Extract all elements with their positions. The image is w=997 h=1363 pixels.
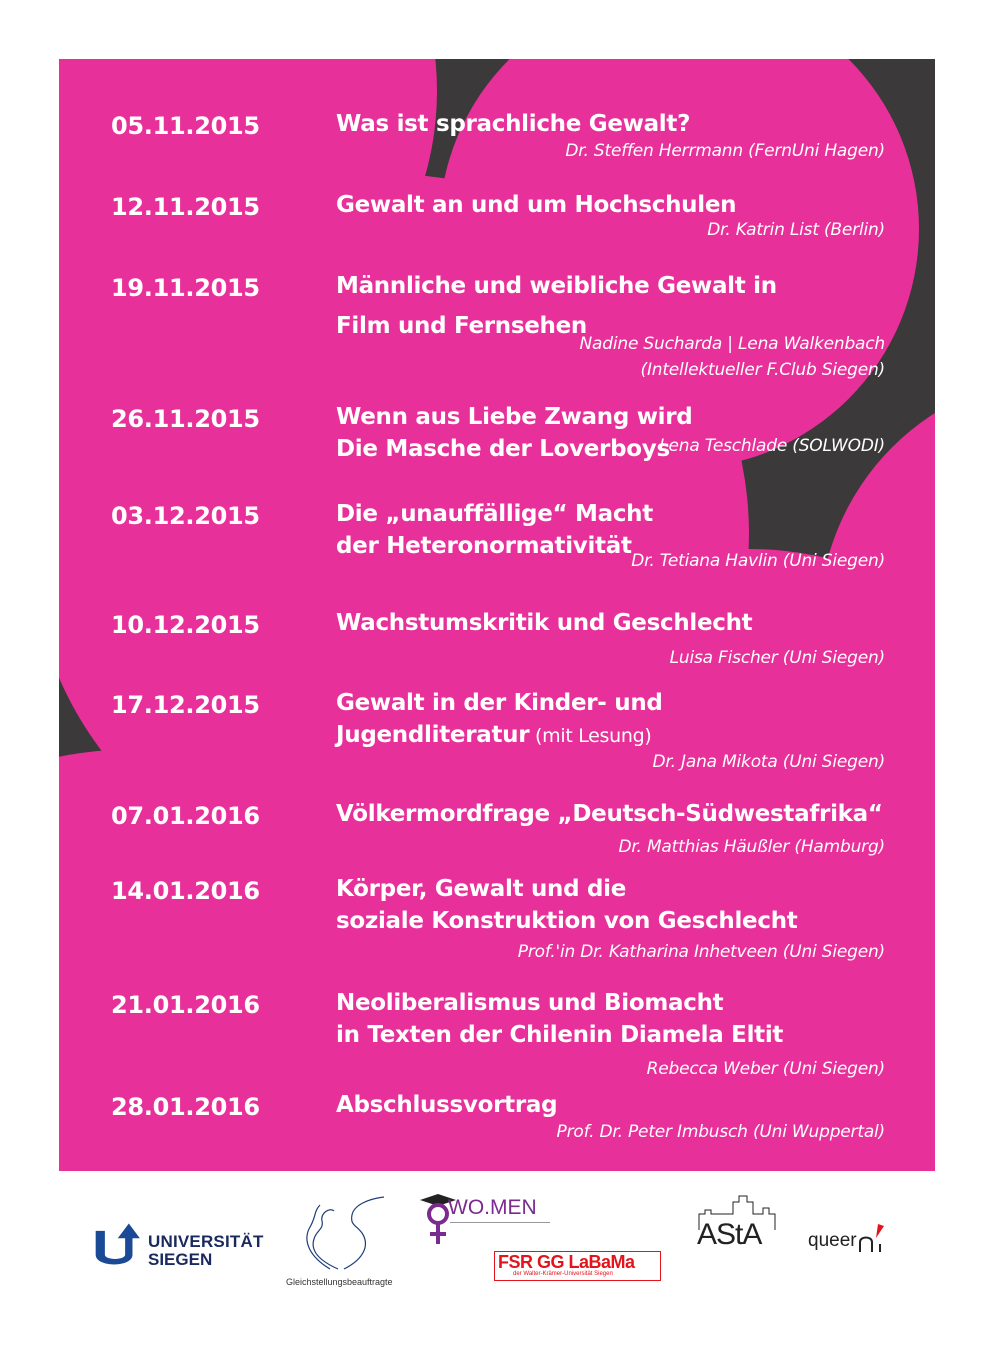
event-date: 19.11.2015 bbox=[111, 274, 260, 302]
event-title-line: Neoliberalismus und Biomacht bbox=[336, 990, 724, 1016]
event-speaker: Dr. Katrin List (Berlin) bbox=[707, 220, 885, 240]
queer-logo bbox=[808, 1222, 898, 1262]
event-speaker: Lena Teschlade (SOLWODI) bbox=[659, 436, 885, 456]
asta-label: AStA bbox=[697, 1218, 762, 1251]
poster bbox=[59, 59, 935, 1171]
event-speaker: Dr. Tetiana Havlin (Uni Siegen) bbox=[631, 551, 885, 571]
event-date: 21.01.2016 bbox=[111, 991, 260, 1019]
university-siegen-emblem-icon bbox=[92, 1218, 142, 1270]
event-date: 17.12.2015 bbox=[111, 691, 260, 719]
event-date: 12.11.2015 bbox=[111, 193, 260, 221]
university-name-line1: UNIVERSITÄT bbox=[148, 1232, 264, 1251]
queer-label: queer bbox=[808, 1230, 857, 1251]
women-underline bbox=[450, 1222, 550, 1223]
gleichstellung-logo bbox=[280, 1195, 400, 1290]
event-speaker: Nadine Sucharda | Lena Walkenbach bbox=[579, 334, 885, 354]
event-title-line: Wenn aus Liebe Zwang wird bbox=[336, 404, 693, 430]
queer-uni-mark-icon bbox=[854, 1222, 894, 1258]
event-speaker: Dr. Steffen Herrmann (FernUni Hagen) bbox=[565, 141, 885, 161]
event-title-suffix: (mit Lesung) bbox=[529, 725, 652, 747]
event-title-line: Wachstumskritik und Geschlecht bbox=[336, 610, 753, 636]
women-logo bbox=[418, 1192, 558, 1248]
event-date: 10.12.2015 bbox=[111, 611, 260, 639]
event-title-line: in Texten der Chilenin Diamela Eltit bbox=[336, 1022, 784, 1048]
event-title-line: Männliche und weibliche Gewalt in bbox=[336, 273, 777, 299]
event-date: 07.01.2016 bbox=[111, 802, 260, 830]
event-title-line: Gewalt an und um Hochschulen bbox=[336, 192, 737, 218]
event-speaker: Prof.'in Dr. Katharina Inhetveen (Uni Siegen) bbox=[517, 942, 885, 962]
fsr-label: FSR GG LaBaMa bbox=[498, 1252, 635, 1272]
event-speaker: Luisa Fischer (Uni Siegen) bbox=[669, 648, 885, 668]
event-speaker: Dr. Jana Mikota (Uni Siegen) bbox=[652, 752, 885, 772]
event-title-line: Abschlussvortrag bbox=[336, 1092, 558, 1118]
asta-logo bbox=[693, 1192, 783, 1256]
event-speaker: (Intellektueller F.Club Siegen) bbox=[640, 360, 885, 380]
event-title-line: Körper, Gewalt und die bbox=[336, 876, 627, 902]
event-title-line: Gewalt in der Kinder- und bbox=[336, 690, 663, 716]
event-speaker: Dr. Matthias Häußler (Hamburg) bbox=[618, 837, 885, 857]
event-title-line: Völkermordfrage „Deutsch-Südwestafrika“ bbox=[336, 801, 883, 827]
event-speaker: Rebecca Weber (Uni Siegen) bbox=[646, 1059, 885, 1079]
university-siegen-logo bbox=[92, 1218, 272, 1270]
fsr-sublabel: der Walter-Krämer-Universität Siegen bbox=[513, 1271, 613, 1277]
event-date: 05.11.2015 bbox=[111, 112, 260, 140]
event-date: 26.11.2015 bbox=[111, 405, 260, 433]
event-title-line: Was ist sprachliche Gewalt? bbox=[336, 111, 691, 137]
university-name-line2: SIEGEN bbox=[148, 1250, 213, 1269]
event-title-line: soziale Konstruktion von Geschlecht bbox=[336, 908, 798, 934]
fsr-logo bbox=[494, 1251, 661, 1281]
event-title-line: Die „unauffällige“ Macht bbox=[336, 501, 653, 527]
event-date: 03.12.2015 bbox=[111, 502, 260, 530]
event-title-line: Film und Fernsehen bbox=[336, 313, 588, 339]
event-title-line: Die Masche der Loverboys bbox=[336, 436, 670, 462]
event-date: 14.01.2016 bbox=[111, 877, 260, 905]
two-faces-icon bbox=[280, 1195, 400, 1275]
event-title-line: der Heteronormativität bbox=[336, 533, 632, 559]
event-title-line: Jugendliteratur (mit Lesung) bbox=[336, 722, 652, 748]
event-date: 28.01.2016 bbox=[111, 1093, 260, 1121]
gleichstellung-label: Gleichstellungsbeauftragte bbox=[286, 1277, 393, 1287]
event-speaker: Prof. Dr. Peter Imbusch (Uni Wuppertal) bbox=[556, 1122, 885, 1142]
women-label: WO.MEN bbox=[448, 1196, 537, 1219]
